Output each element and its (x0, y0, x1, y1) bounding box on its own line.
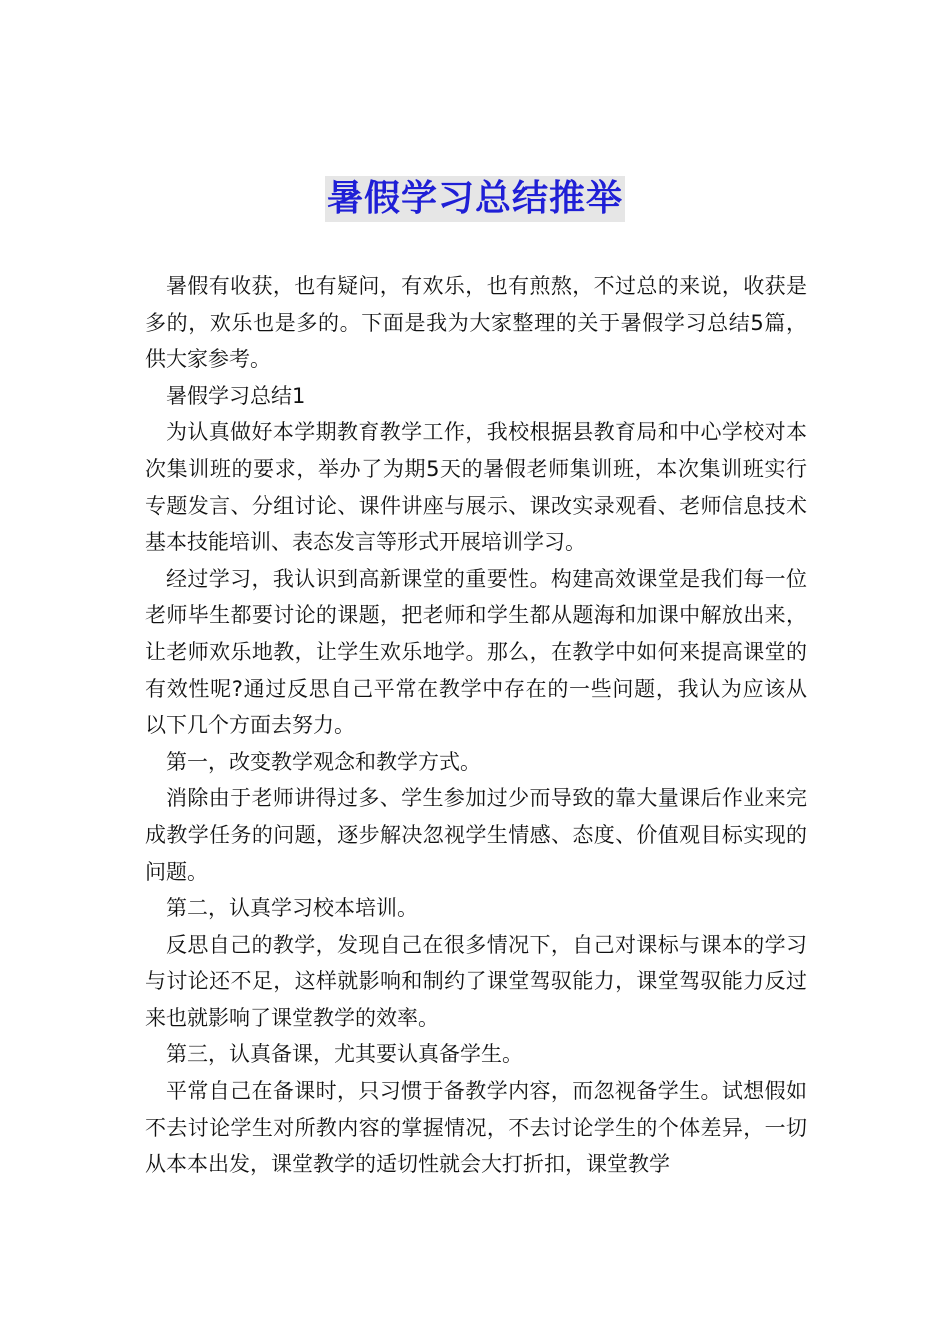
paragraph-intro: 暑假有收获，也有疑问，有欢乐，也有煎熬，不过总的来说，收获是多的，欢乐也是多的。下面是我为大家整理的关于暑假学习总结5篇，供大家参考。 (145, 274, 807, 372)
paragraph: 消除由于老师讲得过多、学生参加过少而导致的靠大量课后作业来完成教学任务的问题，逐步解决忽视学生情感、态度、价值观目标实现的问题。 (145, 786, 807, 884)
document-title: 暑假学习总结推举 (325, 176, 625, 222)
point-heading-third: 第三，认真备课，尤其要认真备学生。 (166, 1042, 523, 1067)
paragraph: 为认真做好本学期教育教学工作，我校根据县教育局和中心学校对本次集训班的要求，举办了为期5天的暑假老师集训班，本次集训班实行专题发言、分组讨论、课件讲座与展示、课改实录观看、老师信息技术基本技能培训、表态发言等形式开展培训学习。 (145, 420, 807, 555)
point-heading-first: 第一，改变教学观念和教学方式。 (166, 749, 481, 774)
paragraph: 经过学习，我认识到高新课堂的重要性。构建高效课堂是我们每一位老师毕生都要讨论的课题，把老师和学生都从题海和加课中解放出来，让老师欢乐地教，让学生欢乐地学。那么，在教学中如何来提高课堂的有效性呢?通过反思自己平常在教学中存在的一些问题，我认为应该从以下几个方面去努力。 (145, 566, 807, 738)
paragraph: 平常自己在备课时，只习惯于备教学内容，而忽视备学生。试想假如不去讨论学生对所教内容的掌握情况，不去讨论学生的个体差异，一切从本本出发，课堂教学的适切性就会大打折扣，课堂教学 (145, 1079, 807, 1177)
point-heading-second: 第二，认真学习校本培训。 (166, 896, 418, 921)
section-heading-summary-1: 暑假学习总结1 (166, 383, 306, 408)
title-container (0, 176, 950, 222)
document-body (145, 268, 807, 1183)
paragraph: 反思自己的教学，发现自己在很多情况下，自己对课标与课本的学习与讨论还不足，这样就影响和制约了课堂驾驭能力，课堂驾驭能力反过来也就影响了课堂教学的效率。 (145, 932, 807, 1030)
